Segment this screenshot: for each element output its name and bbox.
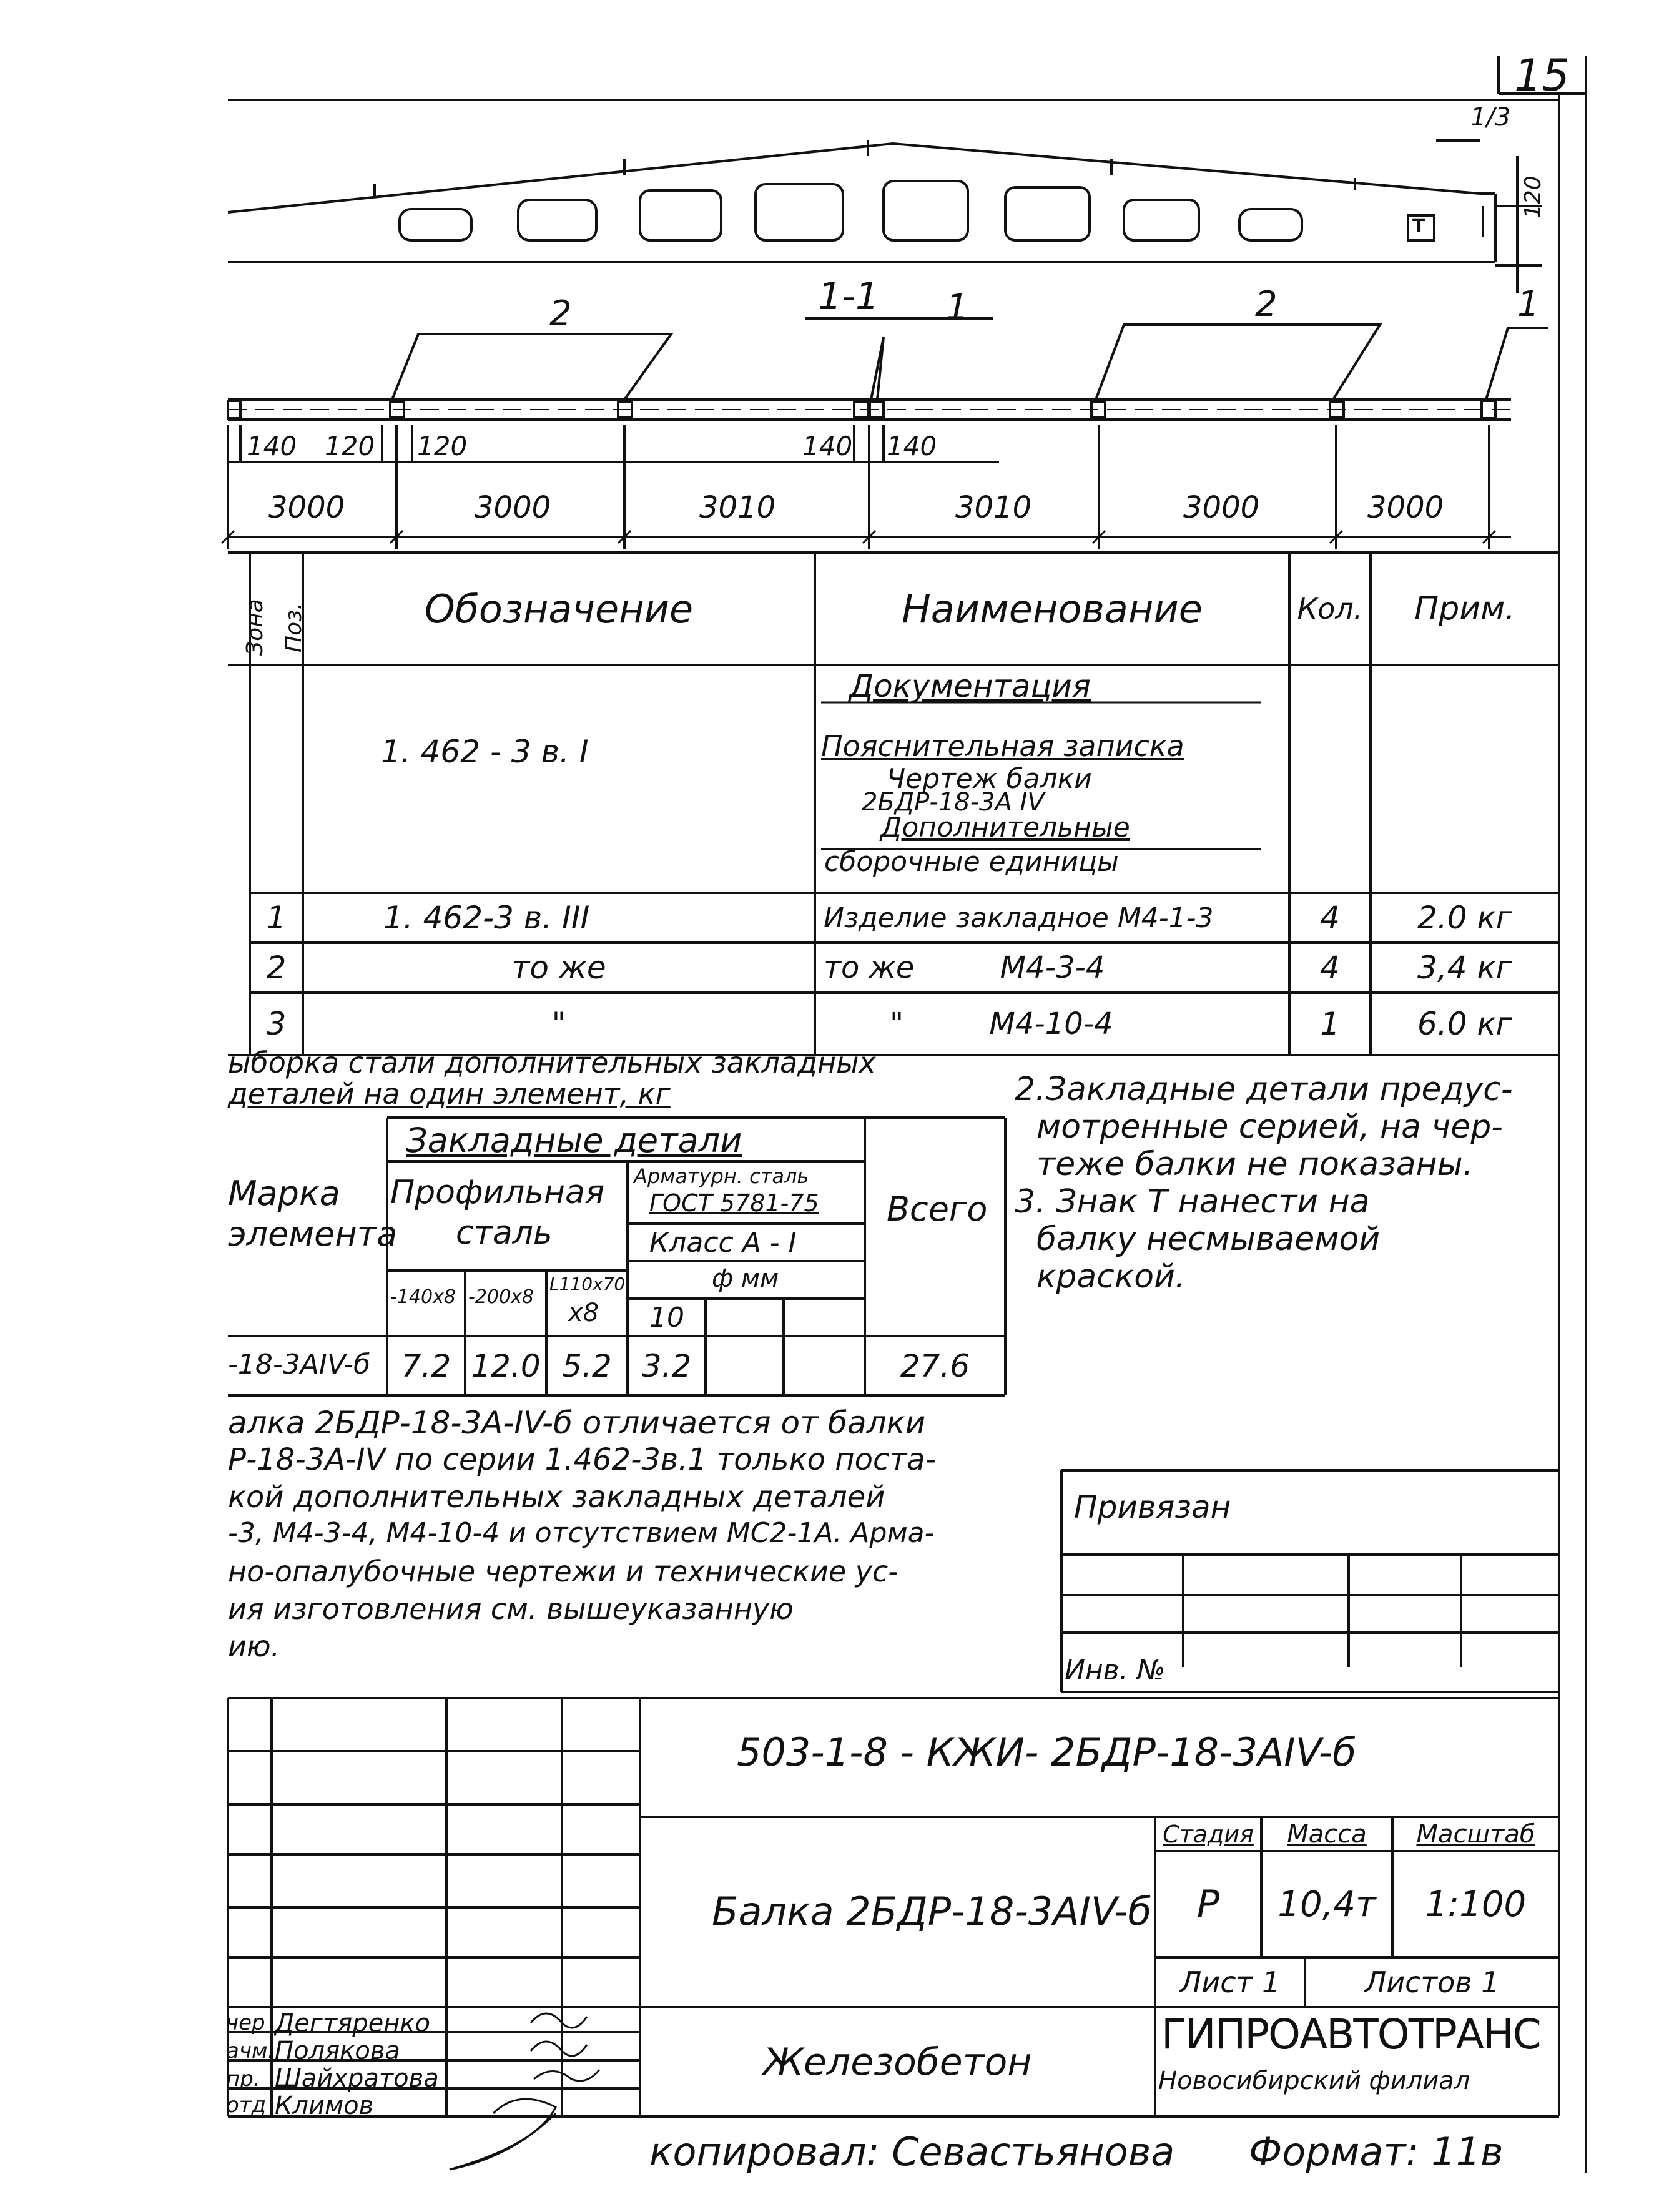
mass-label: Масса xyxy=(1287,1819,1367,1849)
span-6: 3000 xyxy=(1367,490,1444,525)
product-name: Балка 2БДР-18-3АIV-б xyxy=(712,1889,1152,1934)
mass-value: 10,4т xyxy=(1277,1884,1376,1925)
note1-line-5: но-опалубочные чертежи и технические ус- xyxy=(228,1555,898,1588)
role-3: пр. xyxy=(226,2067,260,2092)
note-right-2: мотренные серией, на чер- xyxy=(1036,1108,1504,1146)
row-2-qty: 4 xyxy=(1320,950,1340,986)
format: Формат: 11в xyxy=(1249,2129,1504,2175)
steel-col-parts: Закладные детали xyxy=(406,1121,742,1160)
row-1-designation: 1. 462-3 в. III xyxy=(383,900,590,936)
span-4: 3010 xyxy=(955,490,1032,525)
header-designation: Обозначение xyxy=(424,586,694,632)
row-1-name: Изделие закладное М4-1-3 xyxy=(824,902,1214,934)
steel-col-mark-2: элемента xyxy=(228,1214,398,1254)
stage-value: Р xyxy=(1196,1882,1220,1926)
steel-col-armature-2: ГОСТ 5781-75 xyxy=(649,1189,819,1217)
steel-col-profile-1: Профильная xyxy=(390,1174,605,1211)
span-1: 3000 xyxy=(268,490,345,525)
row-3-note: 6.0 кг xyxy=(1417,1006,1512,1042)
inv-label: Инв. № xyxy=(1065,1654,1166,1686)
row-3-pos: 3 xyxy=(266,1006,287,1042)
person-2: Полякова xyxy=(275,2037,400,2065)
doc-line-3: 2БДР-18-3А IV xyxy=(862,788,1045,817)
dim-small-1: 140 xyxy=(247,431,297,461)
note1-line-6: ия изготовления см. вышеуказанную xyxy=(228,1592,794,1626)
section-units-2: сборочные единицы xyxy=(824,846,1119,878)
steel-sub-3a: L110х70 xyxy=(549,1274,626,1294)
dim-small-2: 120 xyxy=(325,431,375,461)
branch-name: Новосибирский филиал xyxy=(1158,2067,1470,2095)
section-units-1: Дополнительные xyxy=(880,812,1130,843)
role-4: отд xyxy=(226,2093,267,2118)
steel-title-2: деталей на один элемент, кг xyxy=(228,1077,671,1111)
row-1-note: 2.0 кг xyxy=(1417,900,1512,936)
person-4: Климов xyxy=(275,2092,374,2120)
note1-line-4: -3, М4-3-4, М4-10-4 и отсутствием МС2-1А. Арма- xyxy=(228,1517,935,1549)
note-right-3: теже балки не показаны. xyxy=(1036,1146,1474,1183)
person-1: Дегтяренко xyxy=(275,2009,431,2038)
mark-1-over-3: 1/3 xyxy=(1470,103,1511,132)
note1-line-2: Р-18-3А-IV по серии 1.462-3в.1 только поста- xyxy=(228,1442,937,1477)
steel-row-val-4: 3.2 xyxy=(641,1347,692,1384)
dim-small-3: 120 xyxy=(417,431,468,461)
doc-line-2: Чертеж балки xyxy=(887,763,1092,795)
drawing-code: 503-1-8 - КЖИ- 2БДР-18-3АIV-б xyxy=(737,1729,1357,1775)
row-1-pos: 1 xyxy=(266,900,287,936)
row-1-qty: 4 xyxy=(1320,900,1340,936)
steel-col-profile-2: сталь xyxy=(456,1214,553,1252)
row-2-name: то же М4-3-4 xyxy=(824,950,1105,985)
sheets-label: Листов 1 xyxy=(1364,1965,1500,1999)
marker-t-drawing: Т xyxy=(1412,215,1425,237)
steel-row-val-6 xyxy=(784,1336,865,1395)
steel-row-val-1: 7.2 xyxy=(401,1347,451,1384)
person-3: Шайхратова xyxy=(275,2064,439,2093)
scale-value: 1:100 xyxy=(1425,1884,1527,1925)
span-3: 3010 xyxy=(699,490,776,525)
leader-1-right: 1 xyxy=(1517,284,1540,325)
steel-row-val-5 xyxy=(706,1336,784,1395)
note1-line-3: кой дополнительных закладных деталей xyxy=(228,1480,885,1515)
steel-sub-2: -200х8 xyxy=(468,1286,534,1308)
steel-col-mark-1: Марка xyxy=(228,1174,340,1213)
steel-row-mark: -18-3АIV-б xyxy=(228,1349,371,1380)
row-2-note: 3,4 кг xyxy=(1417,950,1512,986)
note1-line-7: ию. xyxy=(228,1630,280,1663)
note1-line-1: алка 2БДР-18-3А-IV-б отличается от балки xyxy=(228,1405,926,1441)
row-3-designation: " xyxy=(551,1006,566,1042)
doc-designation: 1. 462 - 3 в. I xyxy=(381,734,589,770)
sheet-label: Лист 1 xyxy=(1179,1965,1281,1999)
steel-col-diam: ф мм xyxy=(712,1264,779,1293)
header-zone: Зона xyxy=(242,599,268,656)
material: Железобетон xyxy=(763,2040,1032,2084)
dim-small-5: 140 xyxy=(887,431,937,461)
note-right-1: 2.Закладные детали предус- xyxy=(1015,1071,1513,1108)
note-right-5: балку несмываемой xyxy=(1036,1221,1381,1258)
leader-2-right: 2 xyxy=(1255,284,1277,325)
org-name: ГИПРОАВТОТРАНС xyxy=(1161,2010,1540,2058)
header-qty: Кол. xyxy=(1297,592,1363,626)
steel-col-armature-1: Арматурн. сталь xyxy=(634,1164,809,1188)
section-documentation: Документация xyxy=(849,668,1091,704)
dim-small-4: 140 xyxy=(802,431,853,461)
header-note: Прим. xyxy=(1414,590,1515,627)
stage-label: Стадия xyxy=(1163,1820,1254,1848)
span-5: 3000 xyxy=(1183,490,1260,525)
span-2: 3000 xyxy=(475,490,551,525)
doc-line-1: Пояснительная записка xyxy=(821,729,1184,763)
steel-sub-4: 10 xyxy=(649,1302,684,1334)
copied-by: копировал: Севастьянова xyxy=(649,2129,1175,2175)
steel-sub-3b: х8 xyxy=(568,1299,599,1327)
steel-col-class: Класс А - I xyxy=(649,1227,797,1259)
leader-1-mid: 1 xyxy=(946,287,968,328)
sheet-number: 15 xyxy=(1514,50,1570,101)
steel-sub-1: -140х8 xyxy=(390,1286,456,1308)
note-right-6: краской. xyxy=(1036,1258,1186,1295)
scale-label: Масштаб xyxy=(1416,1819,1535,1849)
header-pos: Поз. xyxy=(281,602,307,652)
section-label: 1-1 xyxy=(818,275,879,318)
header-name: Наименование xyxy=(902,586,1203,632)
role-1: чер xyxy=(226,2010,265,2035)
row-3-name: " М4-10-4 xyxy=(890,1006,1113,1041)
row-3-qty: 1 xyxy=(1320,1006,1340,1042)
steel-row-val-3: 5.2 xyxy=(562,1347,612,1384)
privyazan-label: Привязан xyxy=(1074,1489,1231,1525)
steel-row-val-2: 12.0 xyxy=(471,1347,541,1384)
dim-120-right: 120 xyxy=(1520,175,1546,219)
role-2: ачм. xyxy=(226,2038,275,2063)
row-2-pos: 2 xyxy=(266,950,287,986)
leader-2-left: 2 xyxy=(549,293,572,334)
steel-row-total: 27.6 xyxy=(900,1347,970,1384)
steel-title-1: ыборка стали дополнительных закладных xyxy=(228,1046,876,1079)
steel-col-total: Всего xyxy=(887,1189,988,1229)
row-2-designation: то же xyxy=(511,950,606,986)
note-right-4: 3. Знак Т нанести на xyxy=(1015,1183,1370,1221)
